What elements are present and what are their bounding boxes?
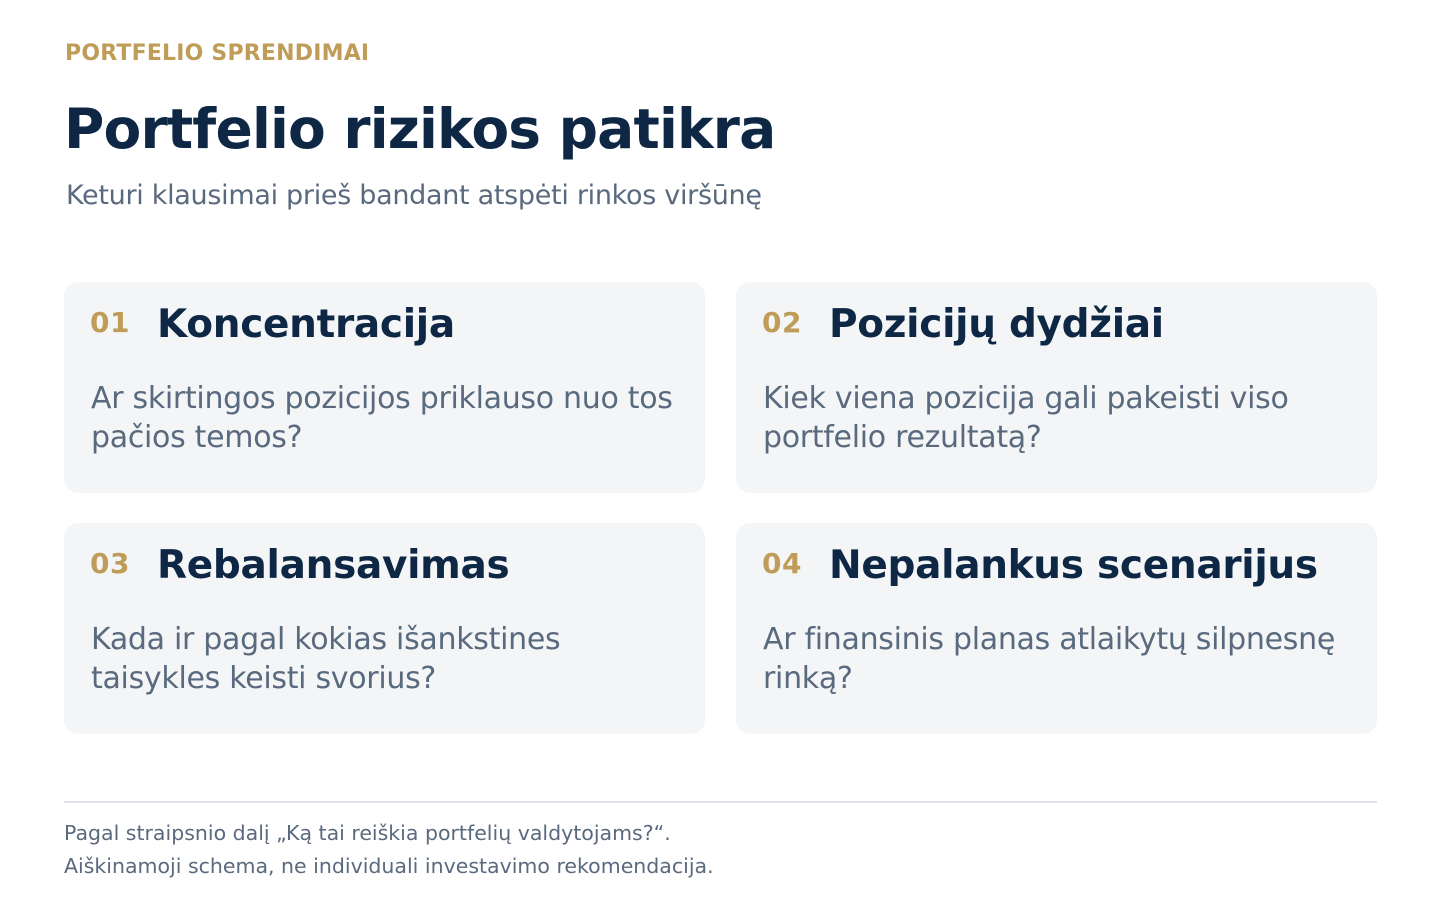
card-number: 03	[90, 547, 130, 580]
card-question: Kiek viena pozicija gali pakeisti viso portfelio rezultatą?	[763, 381, 1289, 455]
footer-source-note: Pagal straipsnio dalį „Ką tai reiškia portfelių valdytojams?“.	[64, 821, 671, 845]
question-card-adverse-scenario	[736, 523, 1377, 734]
card-question: Kada ir pagal kokias išankstines taisykles keisti svorius?	[91, 622, 561, 696]
footer-disclaimer: Aiškinamoji schema, ne individuali investavimo rekomendacija.	[64, 854, 714, 878]
card-title: Rebalansavimas	[157, 543, 510, 588]
card-title: Koncentracija	[157, 302, 455, 347]
eyebrow-label: PORTFELIO SPRENDIMAI	[65, 41, 370, 66]
page-title: Portfelio rizikos patikra	[64, 97, 776, 161]
question-cards-grid	[64, 282, 1377, 735]
card-question: Ar skirtingos pozicijos priklauso nuo tos pačios temos?	[91, 381, 673, 455]
page-subtitle: Keturi klausimai prieš bandant atspėti rinkos viršūnę	[66, 180, 762, 211]
question-card-concentration	[64, 282, 705, 493]
card-number: 01	[90, 306, 130, 339]
card-number: 04	[762, 547, 802, 580]
card-number: 02	[762, 306, 802, 339]
question-card-rebalancing	[64, 523, 705, 734]
card-title: Pozicijų dydžiai	[829, 302, 1164, 347]
card-question: Ar finansinis planas atlaikytų silpnesnę rinką?	[763, 622, 1335, 696]
footer-divider	[64, 801, 1377, 803]
card-title: Nepalankus scenarijus	[829, 543, 1318, 588]
question-card-position-sizes	[736, 282, 1377, 493]
